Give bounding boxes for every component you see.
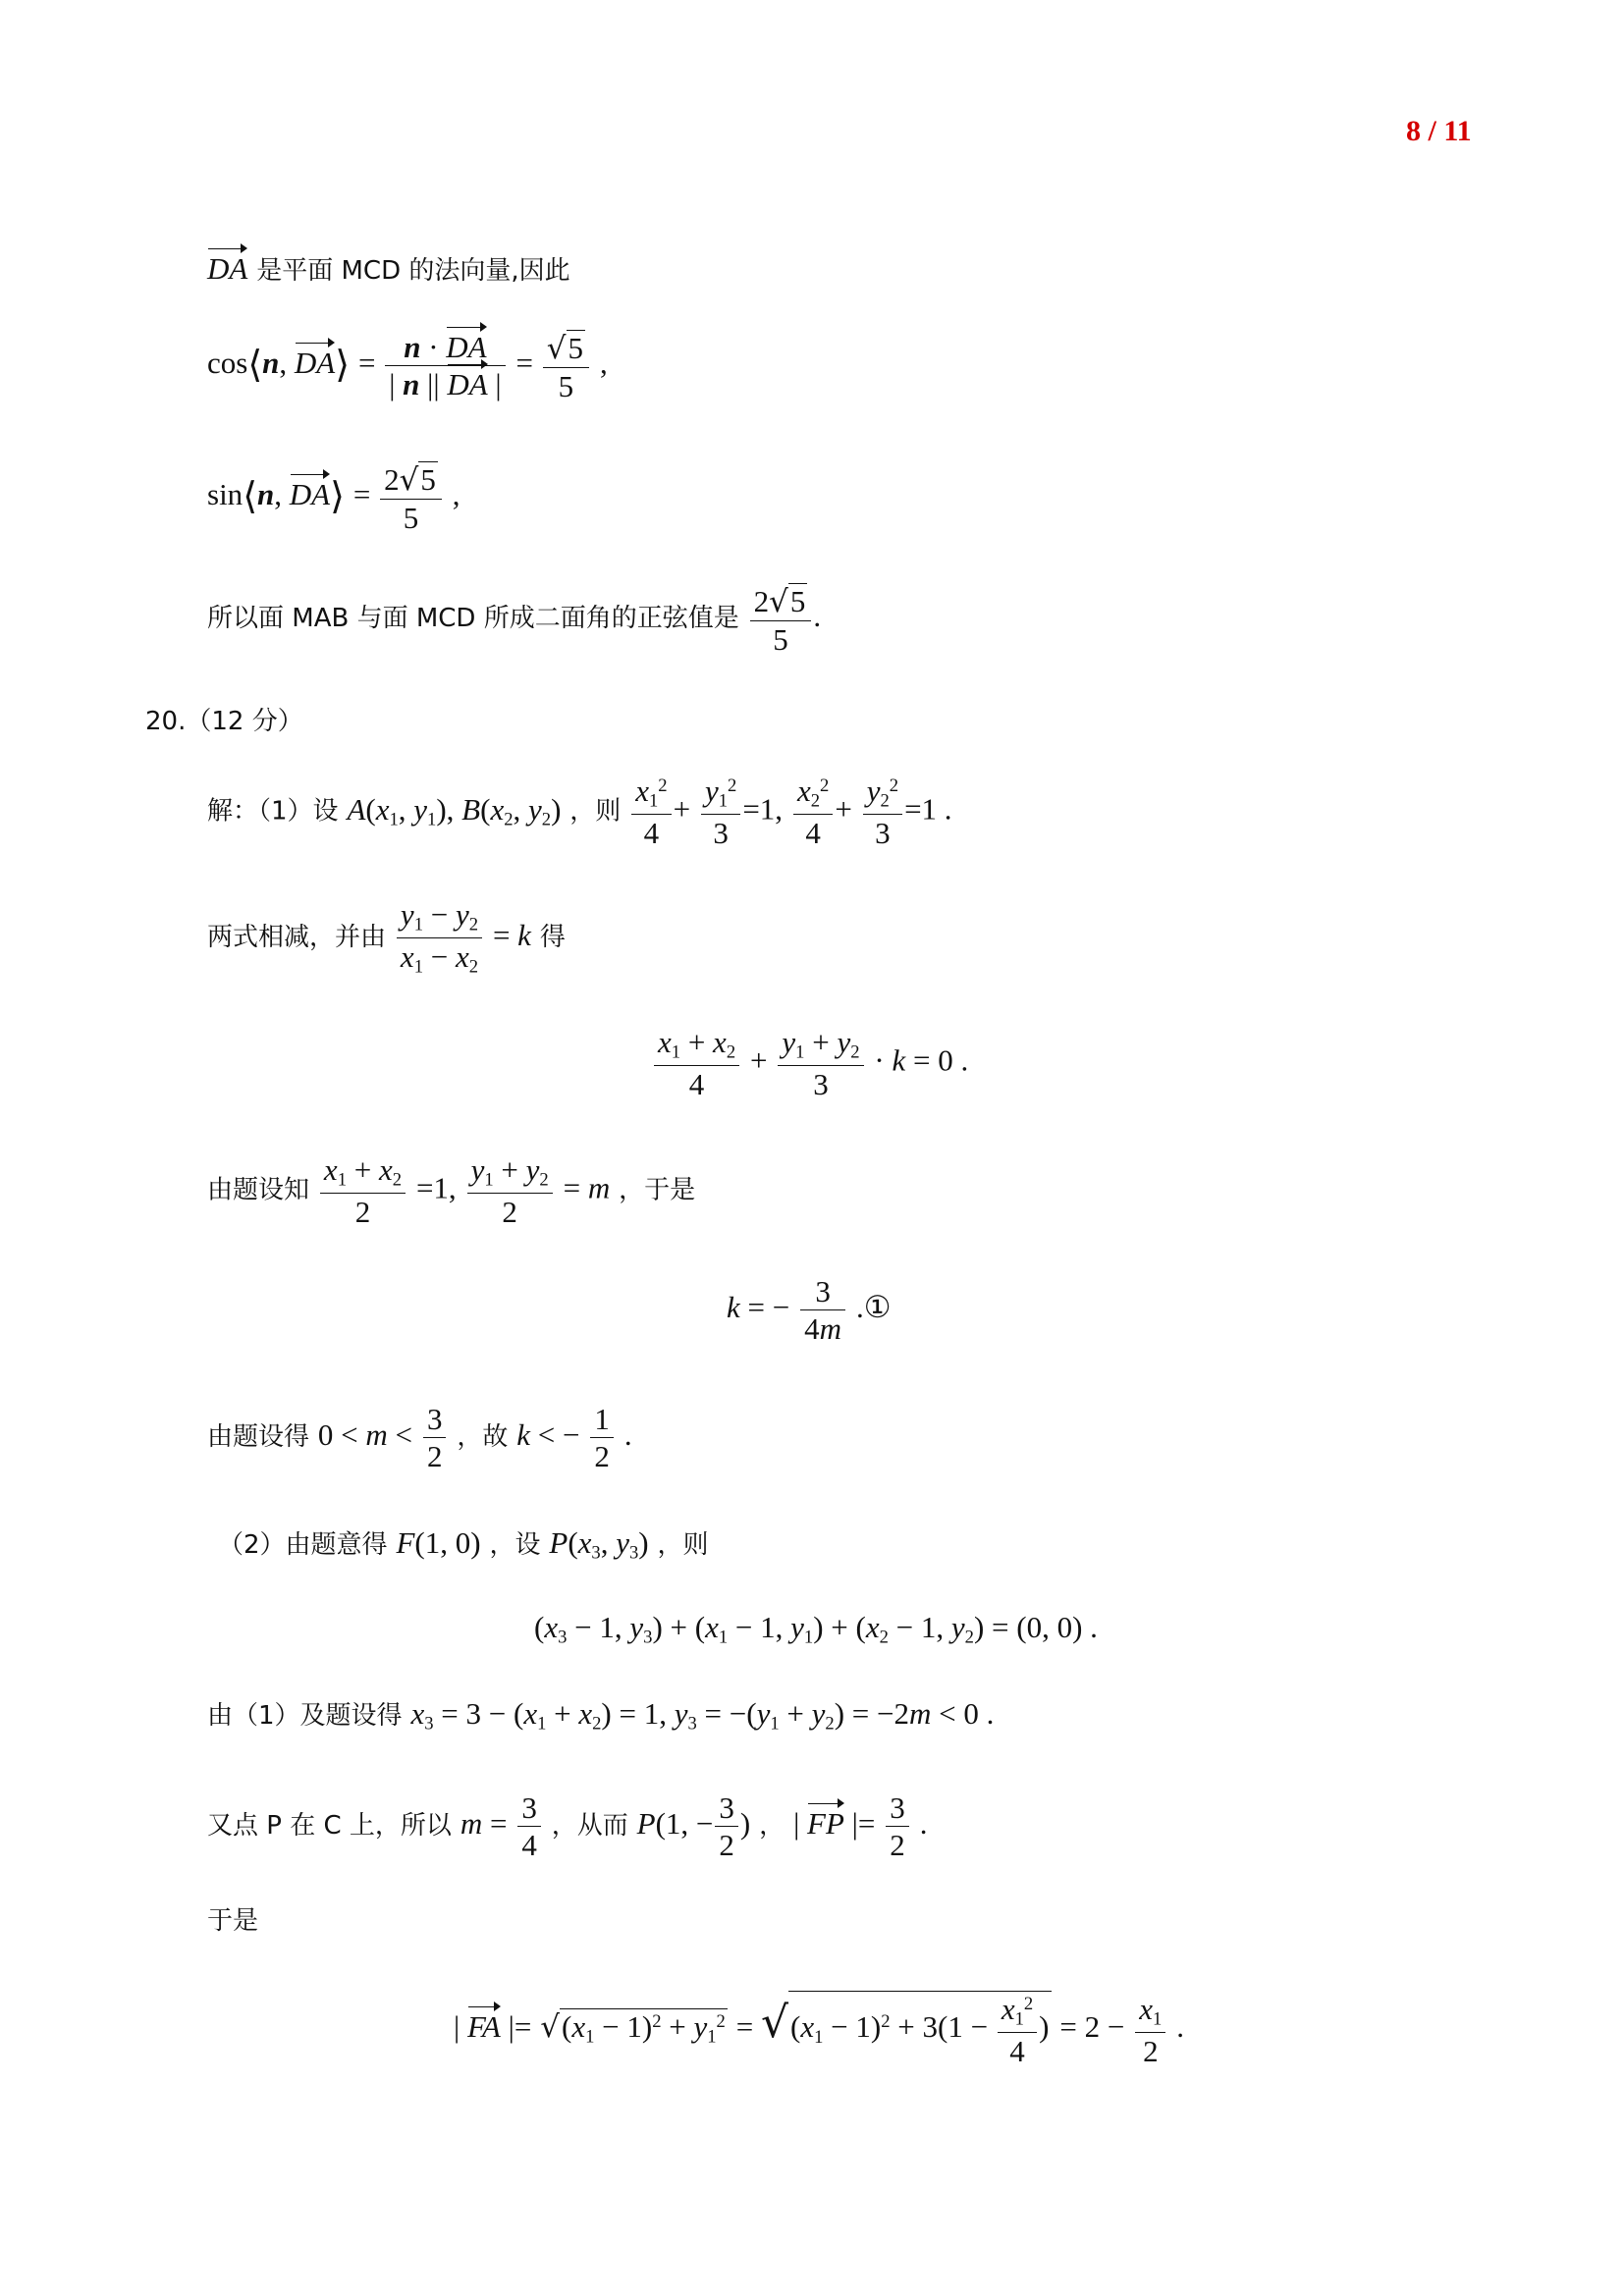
- vector-sum-equation: ($x_3 - 1$, $y_3) + (x_1 - 1$, $y_1) + (x_2 - 1$, $y_2) = (0$, 0) .: [534, 1610, 1098, 1648]
- x3-y3-values: 由（1）及题设得 $x_3 = 3 - (x_1 + x_2) = 1$, $y_3 = -(y_1 + y_2) = -2m < 0$ .: [207, 1696, 995, 1735]
- cos-formula: cos⟨n, DA⟩ = $\frac{n \cdot DA}{| n || DA |}$ = $\frac{√5}{5}$ ,: [207, 330, 608, 403]
- congerr-text: ，从而: [551, 1811, 628, 1841]
- de-text: 得: [539, 923, 566, 953]
- given-prefix: 由题设知: [207, 1175, 310, 1205]
- yushi-line: [207, 1906, 258, 1934]
- gu-text: ，故: [457, 1422, 509, 1452]
- fa-formula: | FA |= $√(x_1 - 1)^2 + y_1^2 = √(x_1 - 1)^2 + 3(1$ − $\frac{x_1^2}{4}$ ) = 2 − $\frac{x_1}{2}$ .: [454, 1991, 1184, 2069]
- solve-prefix: 解：（1）设: [207, 796, 339, 827]
- problem-header-text: 20.（12 分）: [145, 707, 303, 736]
- conclusion-line: 所以面 MAB 与面 MCD 所成二面角的正弦值是 $\frac{2√5}{5}$ .: [207, 584, 822, 657]
- conclusion-text: 所以面 MAB 与面 MCD 所成二面角的正弦值是: [207, 604, 739, 633]
- yushi2-text: 于是: [207, 1906, 259, 1936]
- comma-text: ，: [759, 1811, 785, 1841]
- ze-text: ，则: [657, 1530, 709, 1560]
- part2-prefix: （2）由题意得: [218, 1530, 388, 1560]
- she-text: ，设: [489, 1530, 541, 1560]
- k-range: 由题设得 0 < m < $\frac{3}{2}$ ，故 k < − $\frac{1}{2}$ .: [207, 1402, 632, 1473]
- from-given-text: 由题设得: [207, 1422, 310, 1452]
- part1-setup: 解：（1）设 $A(x_1$, $y_1$), $B(x_2$, $y_2$) ，则 $\frac{x_1^2}{4}$ + $\frac{y_1^2}{3}$ =1, $\frac{x_2^2}{4}$ + $\frac{y_2^2}{3}$ =1 .: [207, 774, 952, 851]
- page-number: 8 / 11: [1406, 115, 1472, 147]
- p-on-c-text: 又点 P 在 C 上，所以: [207, 1811, 452, 1841]
- k-equation: k = − $\frac{3}{4m}$ .①: [727, 1274, 892, 1346]
- p-on-c: 又点 P 在 C 上，所以 m = $\frac{3}{4}$ ，从而 P(1, − $\frac{3}{2}$ ) ， | FP |= $\frac{3}{2}$ .: [207, 1790, 928, 1862]
- yushi-text: ，于是: [619, 1175, 696, 1205]
- part2-setup: （2）由题意得 F(1, 0) ，设 $P(x_3$, $y_3$) ，则: [218, 1525, 709, 1564]
- subtract-text: 两式相减，并由: [207, 923, 387, 953]
- given-midpoint: 由题设知 $\frac{x_1 + x_2}{2}$ =1, $\frac{y_1 + y_2}{2}$ = m ，于是: [207, 1152, 696, 1230]
- from-1-text: 由（1）及题设得: [207, 1701, 403, 1731]
- sum-equation: $\frac{x_1 + x_2}{4}$ + $\frac{y_1 + y_2}{3}$ · k = 0 .: [652, 1027, 968, 1099]
- da-statement-text: 是平面 MCD 的法向量,因此: [256, 256, 570, 286]
- da-normal-vector-statement: DA 是平面 MCD 的法向量,因此: [207, 251, 570, 286]
- problem-20-header: [145, 707, 303, 734]
- then-text: ，则: [569, 796, 622, 827]
- sin-formula: sin⟨n, DA⟩ = $\frac{2√5}{5}$ ,: [207, 462, 460, 535]
- subtract-line: 两式相减，并由 $\frac{y_1 - y_2}{x_1 - x_2}$ = k 得: [207, 897, 566, 978]
